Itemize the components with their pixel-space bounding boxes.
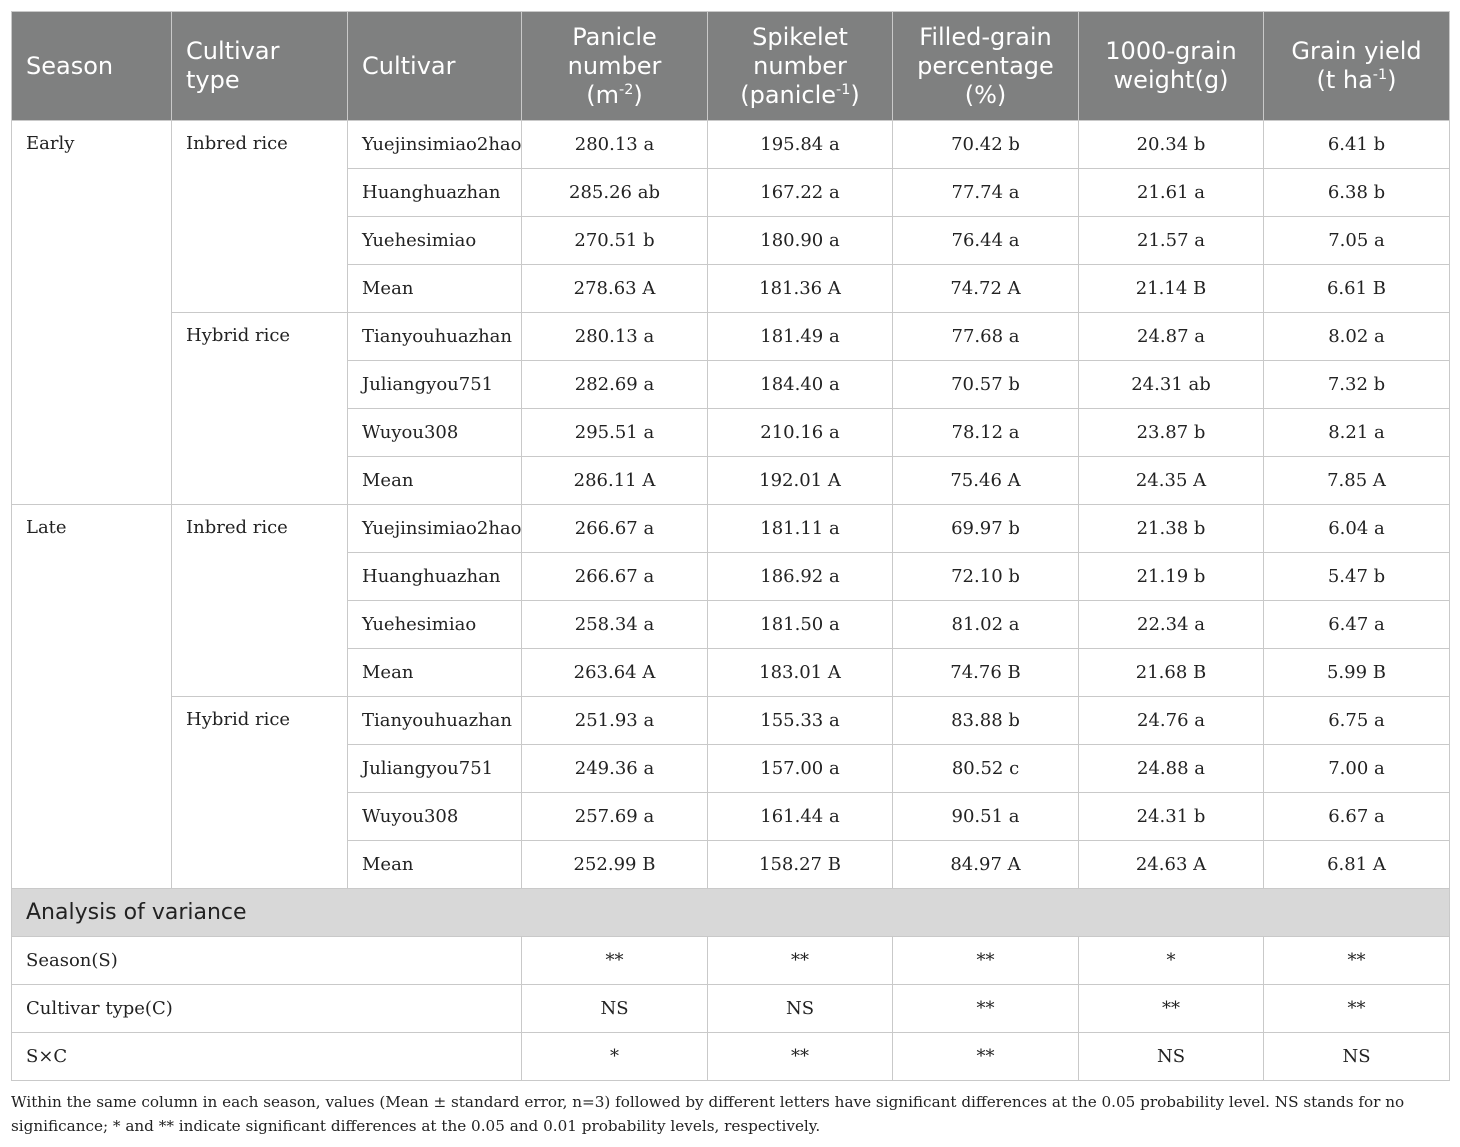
yield-cell: 5.47 b bbox=[1264, 553, 1450, 601]
weight-cell: 24.31 b bbox=[1079, 793, 1264, 841]
weight-cell: 21.68 B bbox=[1079, 649, 1264, 697]
season-cell: Late bbox=[12, 505, 172, 889]
weight-cell: 21.14 B bbox=[1079, 265, 1264, 313]
yield-cell: 6.81 A bbox=[1264, 841, 1450, 889]
header-spikelet-number-label: Spikelet number bbox=[752, 22, 848, 80]
header-panicle-number-unit: (m bbox=[586, 80, 619, 109]
header-filled-grain bbox=[893, 12, 1079, 121]
filled-cell: 69.97 b bbox=[893, 505, 1079, 553]
panicle-cell: 286.11 A bbox=[522, 457, 708, 505]
yield-cell: 8.02 a bbox=[1264, 313, 1450, 361]
yield-cell: 6.41 b bbox=[1264, 121, 1450, 169]
spikelet-cell: 183.01 A bbox=[708, 649, 893, 697]
cultivar-cell: Yuehesimiao bbox=[348, 217, 522, 265]
spikelet-cell: 195.84 a bbox=[708, 121, 893, 169]
anova-weight-cell: NS bbox=[1079, 1033, 1264, 1081]
filled-cell: 76.44 a bbox=[893, 217, 1079, 265]
yield-cell: 6.47 a bbox=[1264, 601, 1450, 649]
header-spikelet-number-unit: (panicle bbox=[740, 80, 837, 109]
header-grain-yield-close: ) bbox=[1387, 66, 1397, 94]
panicle-cell: 266.67 a bbox=[522, 505, 708, 553]
cultivar-cell: Yuejinsimiao2hao bbox=[348, 121, 522, 169]
anova-spikelet-cell: NS bbox=[708, 985, 893, 1033]
weight-cell: 24.63 A bbox=[1079, 841, 1264, 889]
header-season: Season bbox=[12, 12, 172, 121]
cultivar-cell: Tianyouhuazhan bbox=[348, 697, 522, 745]
cultivar-type-cell: Hybrid rice bbox=[172, 313, 348, 505]
anova-spikelet-cell: ** bbox=[708, 1033, 893, 1081]
header-cultivar-type: Cultivar type bbox=[172, 12, 348, 121]
anova-factor-label: Cultivar type(C) bbox=[12, 985, 522, 1033]
filled-cell: 81.02 a bbox=[893, 601, 1079, 649]
anova-row bbox=[12, 937, 1450, 985]
weight-cell: 22.34 a bbox=[1079, 601, 1264, 649]
header-spikelet-number bbox=[708, 12, 893, 121]
filled-cell: 77.74 a bbox=[893, 169, 1079, 217]
weight-cell: 24.31 ab bbox=[1079, 361, 1264, 409]
spikelet-cell: 192.01 A bbox=[708, 457, 893, 505]
weight-cell: 21.57 a bbox=[1079, 217, 1264, 265]
header-grain-yield-exp: -1 bbox=[1372, 67, 1388, 83]
anova-yield-cell: NS bbox=[1264, 1033, 1450, 1081]
anova-factor-label: Season(S) bbox=[12, 937, 522, 985]
spikelet-cell: 181.49 a bbox=[708, 313, 893, 361]
table-footnote: Within the same column in each season, values (Mean ± standard error, n=3) followed by different letters have significant differences at the 0.05 probability level. NS stands for no significance; * and ** indicate significant differences at the 0.05 and 0.01 probability levels, respectively. bbox=[11, 1093, 1405, 1135]
spikelet-cell: 155.33 a bbox=[708, 697, 893, 745]
yield-cell: 6.61 B bbox=[1264, 265, 1450, 313]
weight-cell: 23.87 b bbox=[1079, 409, 1264, 457]
cultivar-cell: Yuehesimiao bbox=[348, 601, 522, 649]
cultivar-type-cell: Inbred rice bbox=[172, 505, 348, 697]
filled-cell: 70.42 b bbox=[893, 121, 1079, 169]
panicle-cell: 280.13 a bbox=[522, 313, 708, 361]
weight-cell: 21.61 a bbox=[1079, 169, 1264, 217]
yield-cell: 7.85 A bbox=[1264, 457, 1450, 505]
spikelet-cell: 181.36 A bbox=[708, 265, 893, 313]
spikelet-cell: 157.00 a bbox=[708, 745, 893, 793]
spikelet-cell: 181.50 a bbox=[708, 601, 893, 649]
panicle-cell: 270.51 b bbox=[522, 217, 708, 265]
filled-cell: 80.52 c bbox=[893, 745, 1079, 793]
anova-weight-cell: ** bbox=[1079, 985, 1264, 1033]
panicle-cell: 278.63 A bbox=[522, 265, 708, 313]
cultivar-cell: Juliangyou751 bbox=[348, 745, 522, 793]
spikelet-cell: 161.44 a bbox=[708, 793, 893, 841]
table-row bbox=[12, 505, 1450, 553]
header-row bbox=[12, 12, 1450, 121]
header-spikelet-number-close: ) bbox=[850, 80, 860, 109]
yield-cell: 6.67 a bbox=[1264, 793, 1450, 841]
filled-cell: 90.51 a bbox=[893, 793, 1079, 841]
cultivar-type-cell: Inbred rice bbox=[172, 121, 348, 313]
panicle-cell: 295.51 a bbox=[522, 409, 708, 457]
yield-cell: 7.05 a bbox=[1264, 217, 1450, 265]
filled-cell: 77.68 a bbox=[893, 313, 1079, 361]
season-cell: Early bbox=[12, 121, 172, 505]
filled-cell: 83.88 b bbox=[893, 697, 1079, 745]
cultivar-cell: Wuyou308 bbox=[348, 409, 522, 457]
weight-cell: 24.88 a bbox=[1079, 745, 1264, 793]
panicle-cell: 252.99 B bbox=[522, 841, 708, 889]
anova-panicle-cell: NS bbox=[522, 985, 708, 1033]
spikelet-cell: 181.11 a bbox=[708, 505, 893, 553]
header-grain-yield bbox=[1264, 12, 1450, 121]
cultivar-cell: Yuejinsimiao2hao bbox=[348, 505, 522, 553]
cultivar-cell: Tianyouhuazhan bbox=[348, 313, 522, 361]
weight-cell: 24.76 a bbox=[1079, 697, 1264, 745]
spikelet-cell: 167.22 a bbox=[708, 169, 893, 217]
cultivar-cell: Mean bbox=[348, 265, 522, 313]
weight-cell: 21.19 b bbox=[1079, 553, 1264, 601]
weight-cell: 21.38 b bbox=[1079, 505, 1264, 553]
header-filled-grain-unit: (%) bbox=[964, 80, 1007, 109]
filled-cell: 78.12 a bbox=[893, 409, 1079, 457]
weight-cell: 20.34 b bbox=[1079, 121, 1264, 169]
header-panicle-number-label: Panicle number bbox=[567, 22, 662, 80]
panicle-cell: 263.64 A bbox=[522, 649, 708, 697]
cultivar-cell: Huanghuazhan bbox=[348, 553, 522, 601]
anova-row bbox=[12, 985, 1450, 1033]
anova-panicle-cell: * bbox=[522, 1033, 708, 1081]
panicle-cell: 258.34 a bbox=[522, 601, 708, 649]
panicle-cell: 266.67 a bbox=[522, 553, 708, 601]
yield-cell: 5.99 B bbox=[1264, 649, 1450, 697]
cultivar-cell: Juliangyou751 bbox=[348, 361, 522, 409]
cultivar-cell: Mean bbox=[348, 649, 522, 697]
filled-cell: 75.46 A bbox=[893, 457, 1079, 505]
header-panicle-number-exp: -2 bbox=[619, 81, 634, 98]
anova-row bbox=[12, 1033, 1450, 1081]
anova-weight-cell: * bbox=[1079, 937, 1264, 985]
filled-cell: 74.72 A bbox=[893, 265, 1079, 313]
yield-cell: 7.00 a bbox=[1264, 745, 1450, 793]
spikelet-cell: 158.27 B bbox=[708, 841, 893, 889]
panicle-cell: 282.69 a bbox=[522, 361, 708, 409]
data-table bbox=[11, 11, 1450, 1081]
header-filled-grain-label: Filled-grain percentage bbox=[917, 22, 1054, 80]
filled-cell: 70.57 b bbox=[893, 361, 1079, 409]
filled-cell: 74.76 B bbox=[893, 649, 1079, 697]
yield-cell: 6.04 a bbox=[1264, 505, 1450, 553]
spikelet-cell: 184.40 a bbox=[708, 361, 893, 409]
table-row bbox=[12, 313, 1450, 361]
anova-yield-cell: ** bbox=[1264, 985, 1450, 1033]
header-panicle-number bbox=[522, 12, 708, 121]
spikelet-cell: 210.16 a bbox=[708, 409, 893, 457]
yield-cell: 6.38 b bbox=[1264, 169, 1450, 217]
weight-cell: 24.87 a bbox=[1079, 313, 1264, 361]
anova-yield-cell: ** bbox=[1264, 937, 1450, 985]
yield-cell: 8.21 a bbox=[1264, 409, 1450, 457]
yield-cell: 7.32 b bbox=[1264, 361, 1450, 409]
spikelet-cell: 180.90 a bbox=[708, 217, 893, 265]
anova-panicle-cell: ** bbox=[522, 937, 708, 985]
cultivar-cell: Mean bbox=[348, 457, 522, 505]
panicle-cell: 251.93 a bbox=[522, 697, 708, 745]
panicle-cell: 257.69 a bbox=[522, 793, 708, 841]
panicle-cell: 285.26 ab bbox=[522, 169, 708, 217]
anova-filled-cell: ** bbox=[893, 985, 1079, 1033]
anova-filled-cell: ** bbox=[893, 937, 1079, 985]
weight-cell: 24.35 A bbox=[1079, 457, 1264, 505]
panicle-cell: 280.13 a bbox=[522, 121, 708, 169]
header-cultivar: Cultivar bbox=[348, 12, 522, 121]
filled-cell: 72.10 b bbox=[893, 553, 1079, 601]
anova-factor-label: S×C bbox=[12, 1033, 522, 1081]
cultivar-cell: Wuyou308 bbox=[348, 793, 522, 841]
header-grain-yield-unit: (t ha bbox=[1316, 66, 1373, 94]
panicle-cell: 249.36 a bbox=[522, 745, 708, 793]
header-panicle-number-close: ) bbox=[633, 80, 643, 109]
anova-spikelet-cell: ** bbox=[708, 937, 893, 985]
table-body bbox=[12, 121, 1450, 1081]
header-grain-yield-label: Grain yield bbox=[1291, 37, 1422, 65]
spikelet-cell: 186.92 a bbox=[708, 553, 893, 601]
table-row bbox=[12, 121, 1450, 169]
header-grain-weight: 1000-grain weight(g) bbox=[1079, 12, 1264, 121]
anova-header-row bbox=[12, 889, 1450, 937]
header-spikelet-number-exp: -1 bbox=[836, 81, 851, 98]
anova-filled-cell: ** bbox=[893, 1033, 1079, 1081]
cultivar-cell: Mean bbox=[348, 841, 522, 889]
anova-title: Analysis of variance bbox=[12, 889, 1450, 937]
cultivar-type-cell: Hybrid rice bbox=[172, 697, 348, 889]
table-row bbox=[12, 697, 1450, 745]
yield-cell: 6.75 a bbox=[1264, 697, 1450, 745]
filled-cell: 84.97 A bbox=[893, 841, 1079, 889]
cultivar-cell: Huanghuazhan bbox=[348, 169, 522, 217]
